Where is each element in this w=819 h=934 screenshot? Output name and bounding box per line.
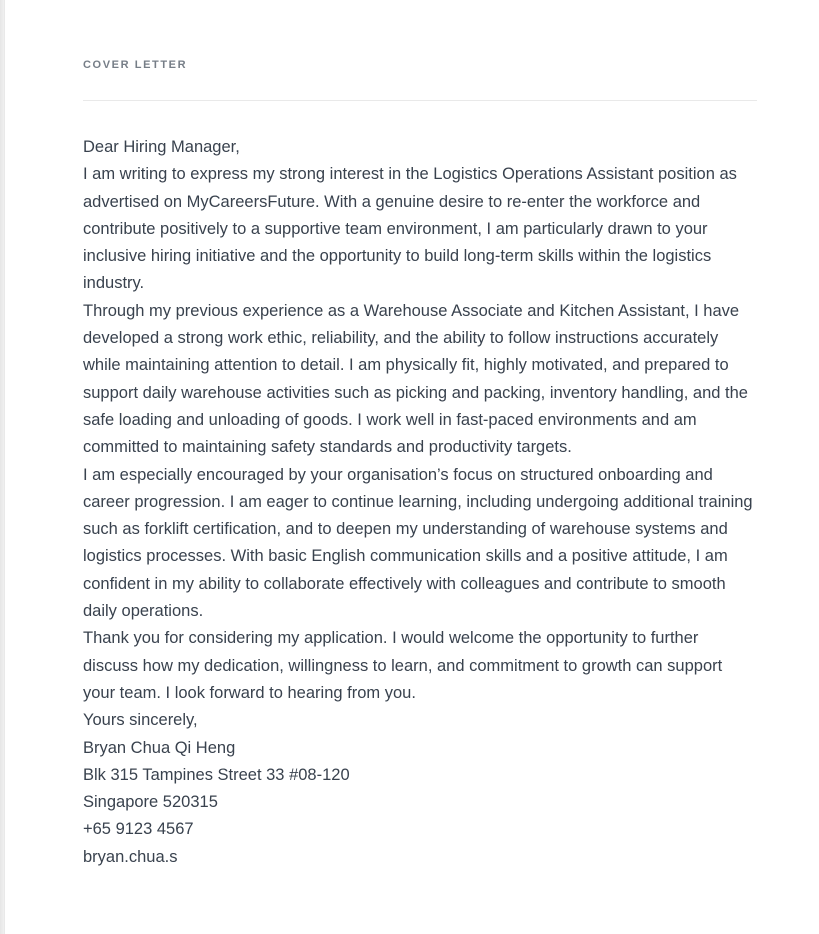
letter-paragraph: Thank you for considering my application. I would welcome the opportunity to further discuss how my dedication, willingness to learn, and commitment to growth can support your team. I look forward to hearing from you. [83, 629, 723, 702]
cover-letter-page [83, 0, 757, 871]
section-divider [83, 100, 757, 101]
signature-address-line1: Blk 315 Tampines Street 33 #08-120 [83, 765, 350, 784]
signature-name: Bryan Chua Qi Heng [83, 738, 236, 757]
signature-phone: +65 9123 4567 [83, 820, 194, 839]
letter-paragraph: I am especially encouraged by your organisation’s focus on structured onboarding and career progression. I am eager to continue learning, including undergoing additional training such as forklift certification, and to deepen my understanding of warehouse systems and logistics processes. With basic English communication skills and a positive attitude, I am confident in my ability to collaborate effectively with colleagues and contribute to smooth daily operations. [83, 465, 753, 621]
letter-body [83, 134, 757, 871]
closing: Yours sincerely, [83, 711, 198, 730]
salutation: Dear Hiring Manager, [83, 138, 240, 156]
letter-paragraph: Through my previous experience as a Warehouse Associate and Kitchen Assistant, I have developed a strong work ethic, reliability, and the ability to follow instructions accurately while maintaining attention to detail. I am physically fit, highly motivated, and prepared to support daily warehouse activities such as picking and packing, inventory handling, and the safe loading and unloading of goods. I work well in fast-paced environments and am committed to maintaining safety standards and productivity targets. [83, 301, 748, 457]
signature-address-line2: Singapore 520315 [83, 793, 218, 812]
letter-paragraph: I am writing to express my strong interest in the Logistics Operations Assistant position as advertised on MyCareersFuture. With a genuine desire to re-enter the workforce and contribute positively to a supportive team environment, I am particularly drawn to your inclusive hiring initiative and the opportunity to build long-term skills within the logistics industry. [83, 165, 737, 293]
section-label: COVER LETTER [83, 59, 188, 71]
signature-email: bryan.chua.s [83, 847, 178, 866]
page-left-edge [0, 0, 5, 934]
